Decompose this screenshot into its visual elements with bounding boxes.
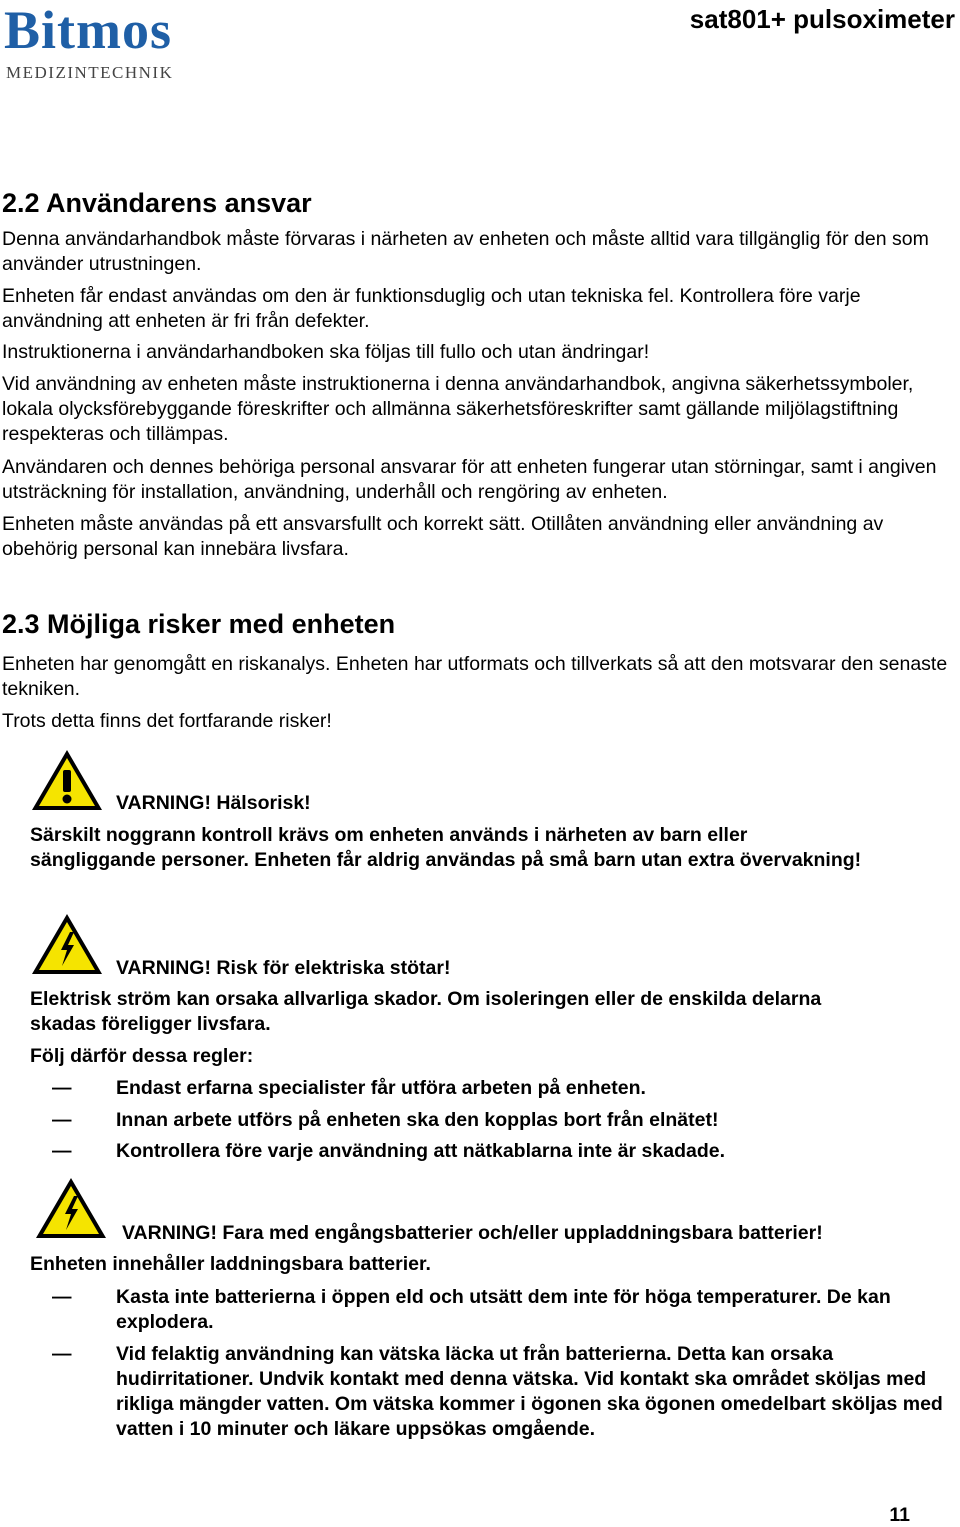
paragraph: Enheten får endast användas om den är funktionsduglig och utan tekniska fel. Kontrollera före varje användning att enheten är fri från defekter. xyxy=(2,285,861,332)
list-bullet-dash: — xyxy=(52,1343,72,1365)
warning-text: Enheten innehåller laddningsbara batterier. xyxy=(30,1253,431,1275)
section-heading-2-2: 2.2 Användarens ansvar xyxy=(2,188,312,218)
list-bullet-dash: — xyxy=(52,1286,72,1308)
brand-logo-subtitle: MEDIZINTECHNIK xyxy=(6,63,174,82)
electric-shock-warning-icon xyxy=(30,912,104,976)
page-number: 11 xyxy=(889,1504,910,1526)
paragraph: Instruktionerna i användarhandboken ska följas till fullo och utan ändringar! xyxy=(2,341,650,363)
brand-logo: Bitmos xyxy=(4,0,172,60)
warning-title: VARNING! Hälsorisk! xyxy=(116,792,311,814)
list-item: Innan arbete utförs på enheten ska den kopplas bort från elnätet! xyxy=(116,1109,719,1131)
list-bullet-dash: — xyxy=(52,1077,72,1099)
document-title: sat801+ pulsoximeter xyxy=(689,4,955,34)
paragraph: Denna användarhandbok måste förvaras i närheten av enheten och måste alltid vara tillgänglig för den som använder utrustningen. xyxy=(2,228,929,275)
list-bullet-dash: — xyxy=(52,1109,72,1131)
paragraph: Vid användning av enheten måste instruktionerna i denna användarhandbok, angivna säkerhetssymboler, lokala olycksförebyggande föreskrifter och allmänna säkerhetsföreskrifter samt gällande miljölagstiftning respekteras och tillämpas. xyxy=(2,373,914,445)
paragraph: Användaren och dennes behöriga personal ansvarar för att enheten fungerar utan störningar, samt i angiven utsträckning för installation, användning, underhåll och rengöring av enheten. xyxy=(2,456,937,503)
paragraph: Trots detta finns det fortfarande risker! xyxy=(2,710,332,732)
list-item: Kontrollera före varje användning att nätkablarna inte är skadade. xyxy=(116,1140,726,1162)
list-item: Vid felaktig användning kan vätska läcka ut från batterierna. Detta kan orsaka hudirritationer. Undvik kontakt med denna vätska. Vid kontakt ska området sköljas med rikliga mängder vatten. Om vätska kommer i ögonen ska ögonen omedelbart sköljas med vatten i 10 minuter och läkare uppsökas omgående. xyxy=(116,1343,943,1440)
warning-text: Elektrisk ström kan orsaka allvarliga skador. Om isoleringen eller de enskilda delarna skadas föreligger livsfara. xyxy=(30,988,822,1035)
warning-title: VARNING! Fara med engångsbatterier och/eller uppladdningsbara batterier! xyxy=(122,1222,823,1244)
warning-text: Särskilt noggrann kontroll krävs om enheten används i närheten av barn eller sängliggande personer. Enheten får aldrig användas på små barn utan extra övervakning! xyxy=(30,824,862,871)
list-bullet-dash: — xyxy=(52,1140,72,1162)
section-heading-2-3: 2.3 Möjliga risker med enheten xyxy=(2,609,396,639)
list-item: Endast erfarna specialister får utföra arbeten på enheten. xyxy=(116,1077,646,1099)
paragraph: Enheten har genomgått en riskanalys. Enheten har utformats och tillverkats så att den motsvarar den senaste tekniken. xyxy=(2,653,948,700)
warning-title: VARNING! Risk för elektriska stötar! xyxy=(116,957,451,979)
exclamation-warning-icon xyxy=(30,748,104,812)
paragraph: Enheten måste användas på ett ansvarsfullt och korrekt sätt. Otillåten användning eller användning av obehörig personal kan innebära livsfara. xyxy=(2,513,884,560)
list-item: Kasta inte batterierna i öppen eld och utsätt dem inte för höga temperaturer. De kan explodera. xyxy=(116,1286,891,1333)
battery-hazard-warning-icon xyxy=(34,1176,108,1240)
rules-intro: Följ därför dessa regler: xyxy=(30,1045,254,1067)
